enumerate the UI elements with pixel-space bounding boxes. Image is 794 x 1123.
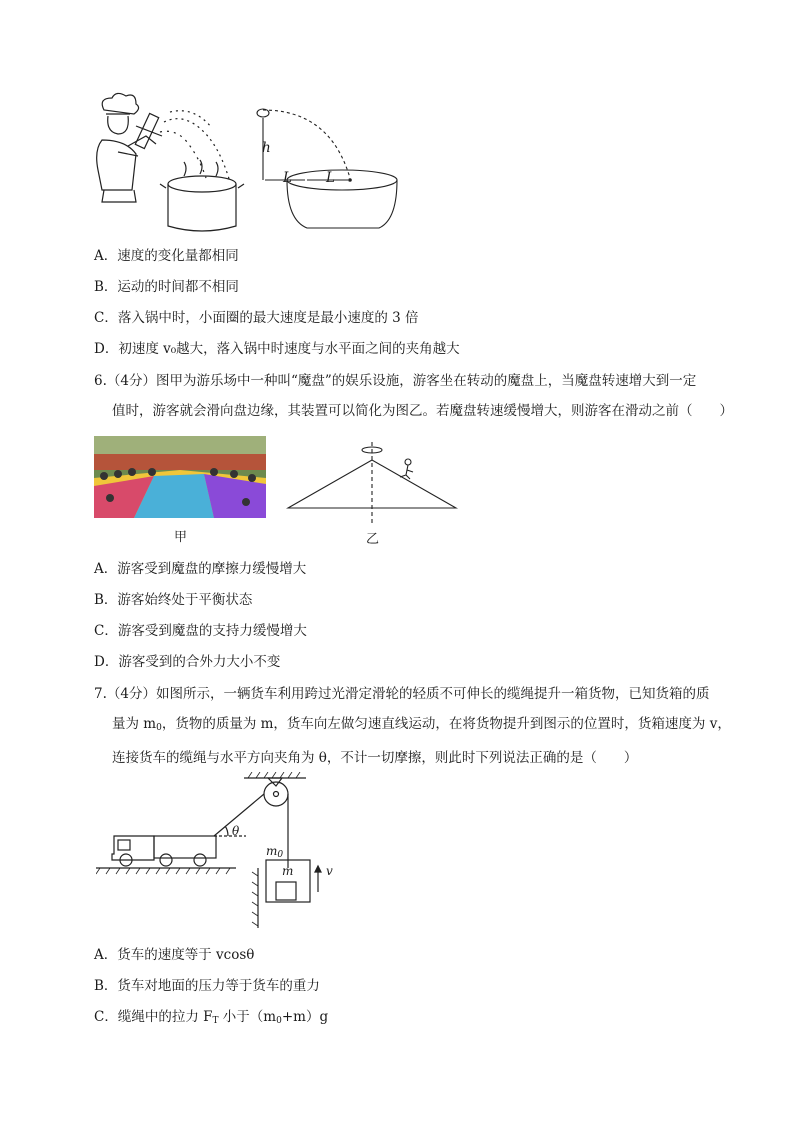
q6-line-1: 6.（4分）图甲为游乐场中一种叫“魔盘”的娱乐设施，游客坐在转动的魔盘上，当魔盘转速增大到一定 [94,373,697,389]
projectile-pot-diagram [250,100,400,230]
q7-line-3: 连接货车的缆绳与水平方向夹角为 θ，不计一切摩擦，则此时下列说法正确的是（ ） [112,750,638,766]
q7-option-a[interactable]: A．货车的速度等于 vcosθ [94,947,255,963]
q6-stem [94,366,733,426]
q6-option-a[interactable]: A．游客受到魔盘的摩擦力缓慢增大 [94,561,307,577]
q5-option-c[interactable]: C．落入锅中时，小面圈的最大速度是最小速度的 3 倍 [94,310,419,326]
q6-option-c[interactable]: C．游客受到魔盘的支持力缓慢增大 [94,623,307,639]
magic-disc-diagram [286,440,458,528]
q7-line-1: 7.（4分）如图所示，一辆货车利用跨过光滑定滑轮的轻质不可伸长的缆绳提升一箱货物，已知货箱的质 [94,686,710,702]
label-v: v [326,864,333,878]
q7-option-c[interactable]: C．缆绳中的拉力 $F_T$ 小于$(m_0+m)g$ [94,1009,329,1026]
label-h: h [262,140,271,156]
label-m: m [282,864,294,878]
caption-jia: 甲 [174,530,188,545]
q5-option-d[interactable]: D．初速度 v₀越大，落入锅中时速度与水平面之间的夹角越大 [94,341,460,357]
label-m0: $m_0$ [266,844,284,860]
q7-stem [94,679,731,773]
q7-line-2: 量为 $m_0$，货物的质量为 m，货车向左做匀速直线运动，在将货物提升到图示的位置时，货箱速度为 v， [112,716,731,733]
caption-yi: 乙 [366,532,380,547]
q5-option-a[interactable]: A．速度的变化量都相同 [94,248,239,264]
q6-option-d[interactable]: D．游客受到的合外力大小不变 [94,654,281,670]
q6-option-b[interactable]: B．游客始终处于平衡状态 [94,592,253,608]
magic-disc-photo [94,436,266,518]
chef-noodle-illustration [90,92,250,242]
q7-option-b[interactable]: B．货车对地面的压力等于货车的重力 [94,978,320,994]
label-L2: L [326,170,335,186]
q6-line-2: 值时，游客就会滑向盘边缘，其装置可以简化为图乙。若魔盘转速缓慢增大，则游客在滑动之前（ ） [112,403,733,419]
q5-option-b[interactable]: B．运动的时间都不相同 [94,279,239,295]
label-theta: θ [232,824,240,838]
label-L1: L [283,170,292,186]
truck-pulley-diagram [96,772,346,932]
